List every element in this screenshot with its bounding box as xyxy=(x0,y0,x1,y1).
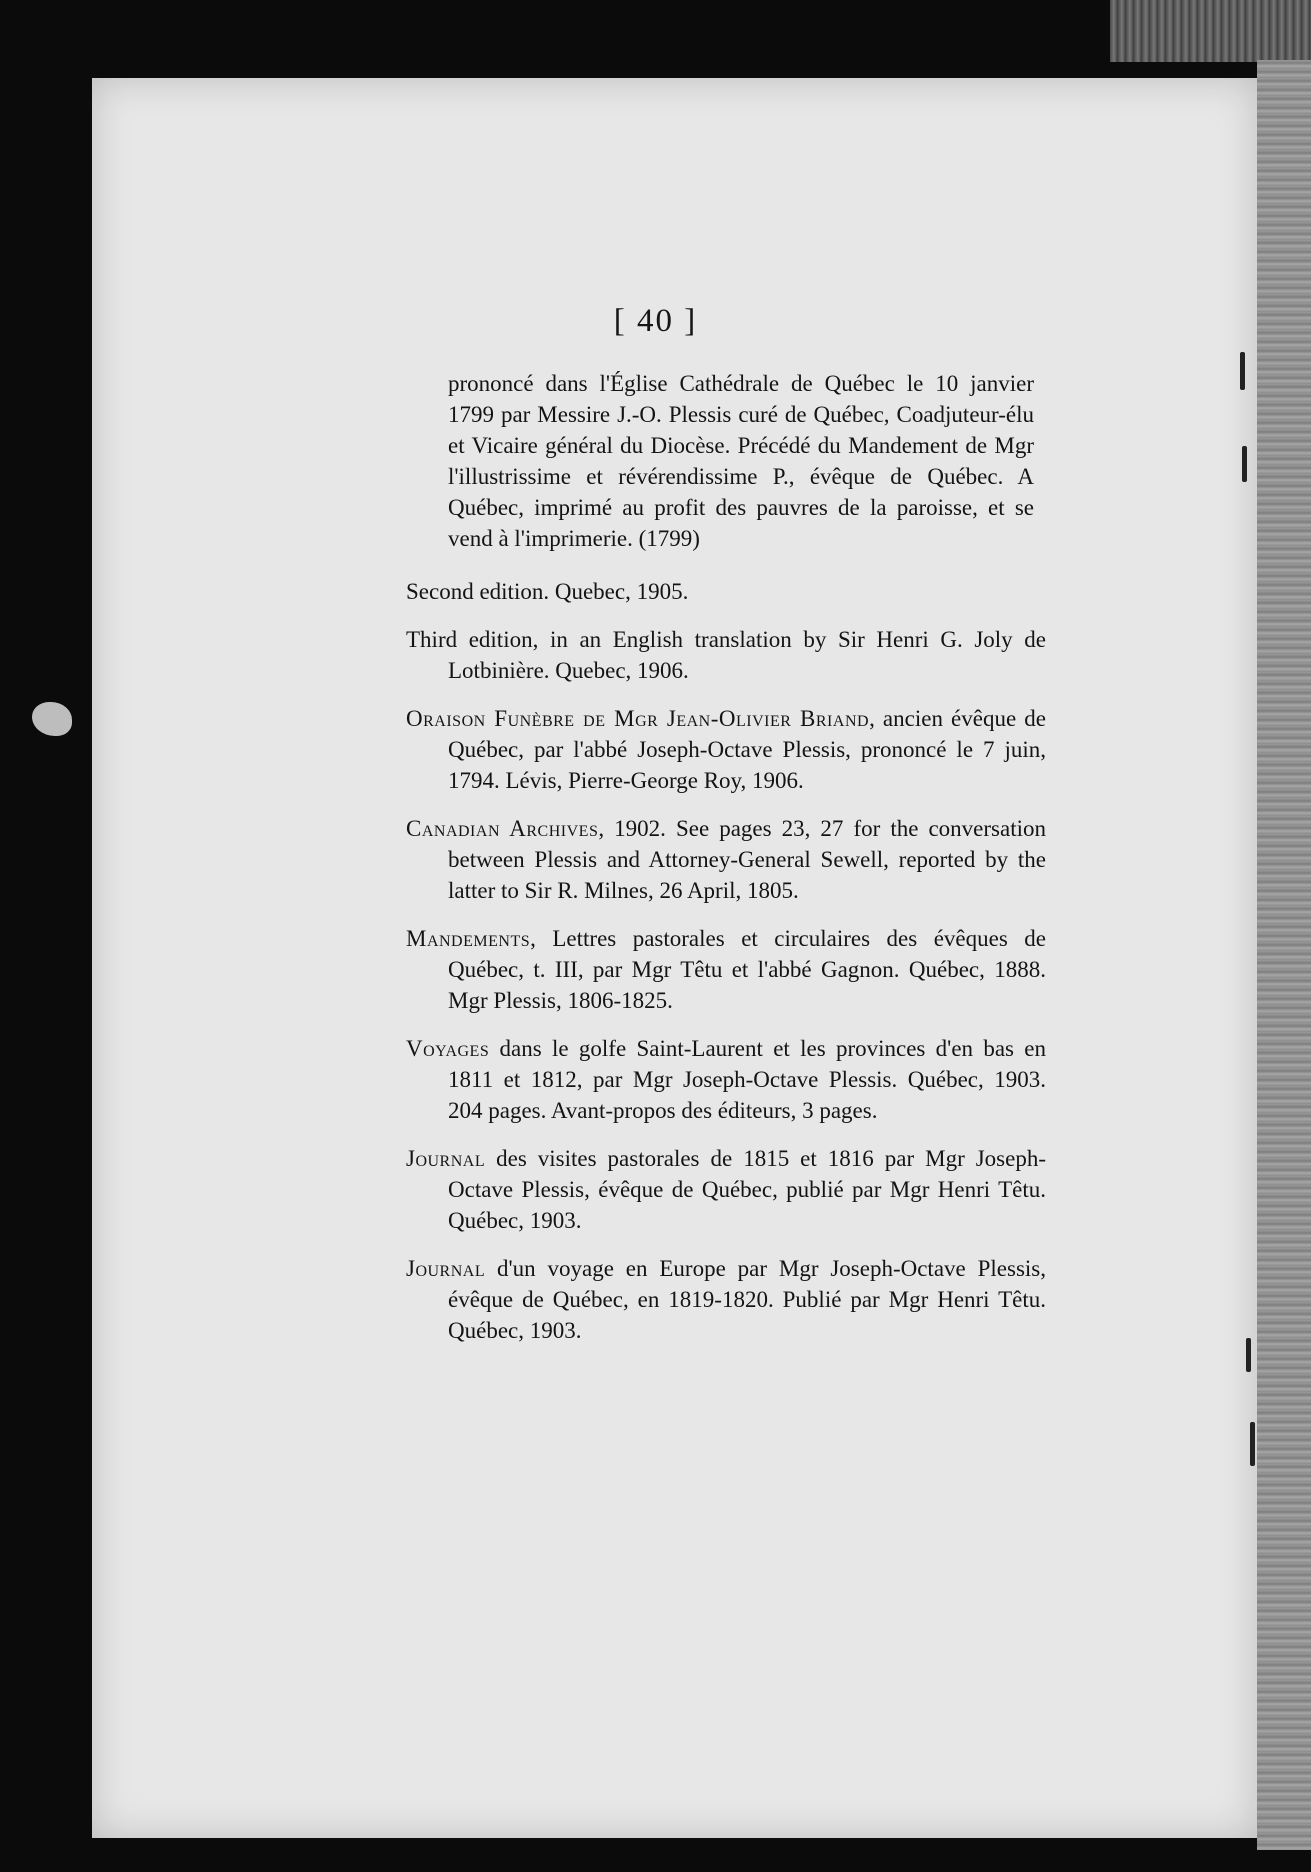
entry-lead: Canadian Archives xyxy=(406,816,599,841)
bibliography-entry xyxy=(406,923,1046,1016)
page-stack-top-edge xyxy=(1110,0,1311,62)
entry-text: Second edition. Quebec, 1905. xyxy=(406,579,689,604)
bibliography-entry xyxy=(406,1143,1046,1236)
bibliography-entry xyxy=(406,1253,1046,1346)
entry-lead: Voyages xyxy=(406,1036,490,1061)
bibliography-entry xyxy=(406,576,1046,607)
entry-text: prononcé dans l'Église Cathédrale de Québec le 10 janvier 1799 par Messire J.-O. Plessis curé de Québec, Coadjuteur-élu et Vicaire général du Diocèse. Précédé du Mandement de Mgr l'illustrissime et révérendissime P., évêque de Québec. A Québec, imprimé au profit des pauvres de la paroisse, et se vend à l'imprimerie. (1799) xyxy=(448,371,1034,551)
entry-text: dans le golfe Saint-Laurent et les provinces d'en bas en 1811 et 1812, par Mgr Joseph-Octave Plessis. Québec, 1903. 204 pages. Avant-propos des éditeurs, 3 pages. xyxy=(448,1036,1046,1123)
entry-text: des visites pastorales de 1815 et 1816 par Mgr Joseph-Octave Plessis, évêque de Québec, publié par Mgr Henri Têtu. Québec, 1903. xyxy=(448,1146,1046,1233)
entry-text: , Lettres pastorales et circulaires des évêques de Québec, t. III, par Mgr Têtu et l'abbé Gagnon. Québec, 1888. Mgr Plessis, 1806-1825. xyxy=(448,926,1046,1013)
entry-lead: Journal xyxy=(406,1146,486,1171)
margin-mark xyxy=(1250,1422,1255,1466)
page-number: [ 40 ] xyxy=(613,303,698,339)
bibliography-list xyxy=(406,576,1046,1346)
entry-text: d'un voyage en Europe par Mgr Joseph-Octave Plessis, évêque de Québec, en 1819-1820. Publié par Mgr Henri Têtu. Québec, 1903. xyxy=(448,1256,1046,1343)
entry-text: , 1902. See pages 23, 27 for the conversation between Plessis and Attorney-General Sewell, reported by the latter to Sir R. Milnes, 26 April, 1805. xyxy=(448,816,1046,903)
margin-mark xyxy=(1246,1338,1251,1372)
bibliography-entry xyxy=(406,703,1046,796)
bibliography-entry xyxy=(406,813,1046,906)
margin-mark xyxy=(1240,352,1245,390)
bibliography-entry xyxy=(406,1033,1046,1126)
entry-text: Third edition, in an English translation by Sir Henri G. Joly de Lotbinière. Quebec, 1906. xyxy=(406,627,1046,683)
margin-mark xyxy=(1242,446,1247,482)
entry-lead: Mandements xyxy=(406,926,531,951)
bibliography-continuation xyxy=(448,368,1034,554)
scan-blot xyxy=(32,702,72,736)
entry-lead: Journal xyxy=(406,1256,486,1281)
bibliography-entry xyxy=(406,624,1046,686)
entry-lead: Oraison Funèbre de Mgr Jean-Olivier Briand xyxy=(406,706,870,731)
entry-text: , ancien évêque de Québec, par l'abbé Joseph-Octave Plessis, prononcé le 7 juin, 1794. Lévis, Pierre-George Roy, 1906. xyxy=(448,706,1046,793)
